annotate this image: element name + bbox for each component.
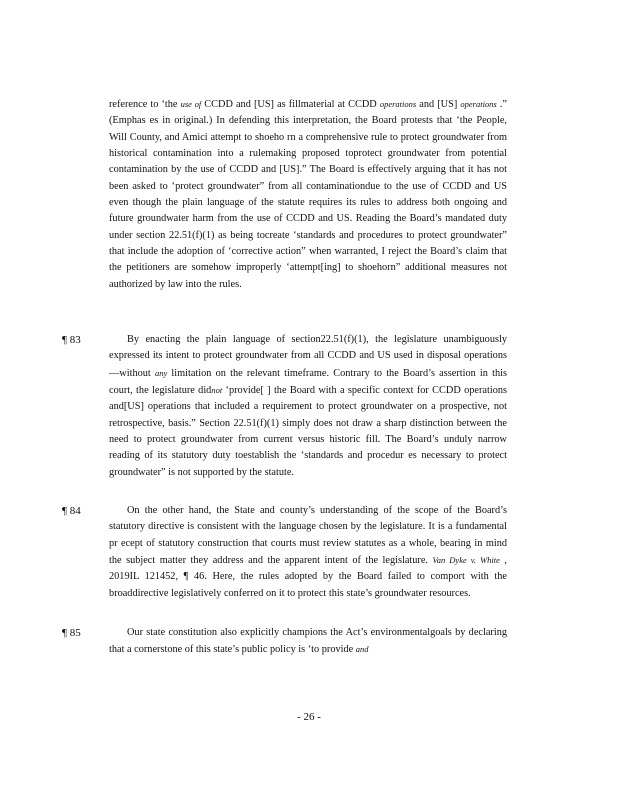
italic-text: and bbox=[355, 644, 369, 655]
paragraph-number: ¶ 85 bbox=[62, 627, 81, 639]
text-segment: and [US] bbox=[416, 99, 461, 110]
italic-text: operations bbox=[379, 99, 417, 109]
text-segment: CCDD and [US] as fillmaterial at CCDD bbox=[201, 99, 380, 110]
text-segment: .” (Emphas es in original.) In defending this interpretation, the Board protests that ‘the People, Will County, and Amici attempt to shoeho rn a comprehensive rule to protect groundwater from historical contamination into a rulemaking proposed toprotect groundwater from potential contamination by the use of CCDD and [US].” The Board is effectively arguing that it has not been asked to ‘protect groundwater” from all contaminationdue to the use of CCDD and US even though the plain language of the statute requires its rules to address both ongoing and future groundwater harm from the use of CCDD and US. Reading the Board’s mandated duty under section 22.51(f)(1) as being tocreate ‘standards and procedures to protect groundwater” that include the adoption of ‘corrective action” when warranted, I reject the Board’s claim that the petitioners are somehow improperly ‘attempt[ing] to shoehorn” additional measures not authorized by law into the rules. bbox=[109, 99, 507, 290]
paragraph-number: ¶ 83 bbox=[62, 334, 81, 346]
paragraph-text bbox=[109, 503, 507, 602]
paragraph-number: ¶ 84 bbox=[62, 505, 81, 517]
italic-text: any bbox=[154, 367, 168, 378]
italic-text: use of bbox=[180, 99, 202, 109]
italic-text: not bbox=[211, 385, 223, 396]
italic-text: Van Dyke v. White bbox=[432, 555, 500, 566]
text-segment: limitation on the relevant timeframe. Contrary to the Board’s assertion in this court, the legislature did bbox=[109, 367, 507, 397]
text-segment: Our state constitution also explicitly champions the Act’s environmentalgoals by declaring that a cornerstone of this state’s public policy is ‘to provide bbox=[109, 627, 507, 656]
italic-text: operations bbox=[460, 99, 497, 109]
paragraph-text bbox=[109, 625, 507, 659]
text-segment: reference to ‘the bbox=[109, 99, 181, 110]
text-segment: , 2019IL 121452, ¶ 46. Here, the rules adopted by the Board failed to comport with the broaddirective legislatively conferred on it to protect this state’s groundwater resources. bbox=[109, 555, 507, 599]
paragraph-text bbox=[109, 96, 507, 293]
text-segment: ‘provide[ ] the Board with a specific context for CCDD operations and[US] operations that included a requirement to protect groundwater on a prospective, not retrospective, basis.” Section 22.51(f)(1) simply does not draw a sharp distinction between the need to protect groundwater from current versus historic fill. The Board’s unduly narrow reading of its statutory duty toestablish the ‘standards and procedur es necessary to protect groundwater” is not supported by the statute. bbox=[109, 385, 508, 478]
page-number: - 26 - bbox=[297, 711, 321, 723]
text-segment: By enacting the plain language of section22.51(f)(1), the legislature unambiguously expressed its intent to protect groundwater from all CCDD and US used in disposal operations —without bbox=[109, 334, 507, 379]
text-segment: On the other hand, the State and county’s understanding of the scope of the Board’s statutory directive is consistent with the language chosen by the legislature. It is a fundamental pr ecept of statutory construction that courts must review statutes as a whole, bearing in mind the subject matter they address and the apparent intent of the legislature. bbox=[109, 505, 507, 567]
paragraph-text bbox=[109, 332, 507, 481]
